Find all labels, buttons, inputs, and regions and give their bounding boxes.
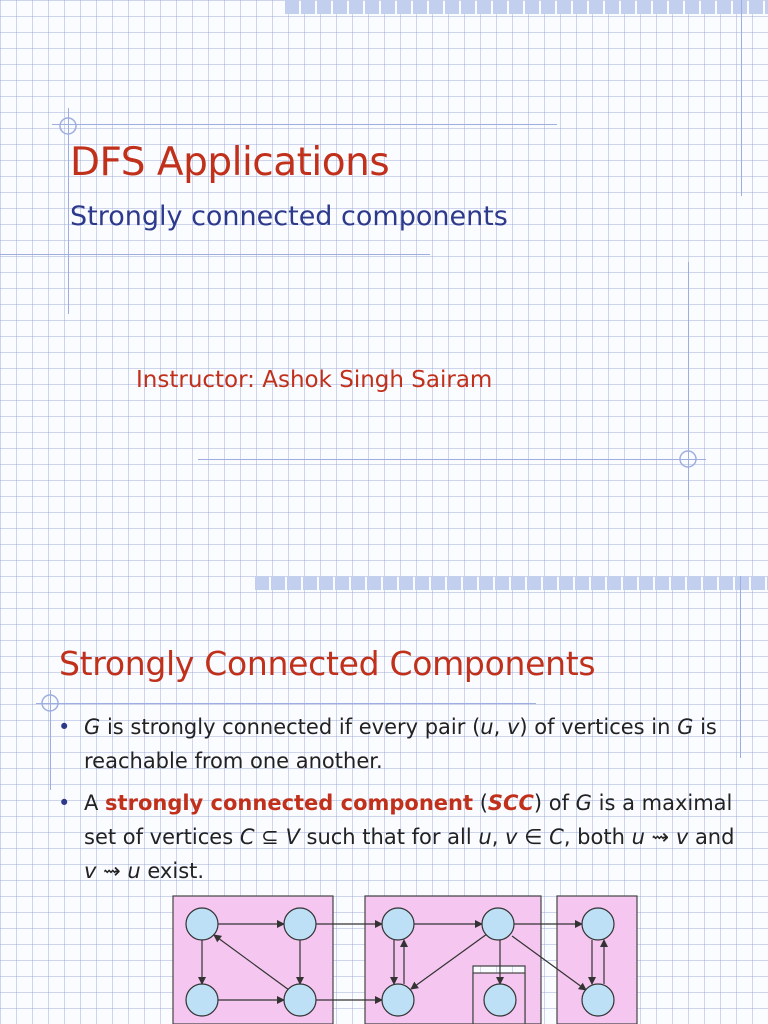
math-v: v (505, 825, 518, 849)
math-c: C (549, 825, 564, 849)
element-symbol: ∈ (517, 825, 550, 849)
graph-vertex (382, 984, 414, 1016)
key-term: strongly connected component (105, 791, 474, 815)
bullet-list (58, 710, 748, 896)
decor-line (36, 703, 536, 704)
text-run: , both (563, 825, 632, 849)
decor-line (0, 254, 430, 255)
math-u: u (631, 825, 645, 849)
text-run: ) of (533, 791, 576, 815)
slide-title: DFS Applications (70, 140, 390, 185)
text-run: A (84, 791, 106, 815)
math-v: V (285, 825, 300, 849)
text-run: is reachable from one another. (84, 715, 717, 773)
graph-vertex (186, 908, 218, 940)
decor-line (741, 0, 742, 196)
bullet-glyph: • (58, 715, 71, 739)
graph-vertex (186, 984, 218, 1016)
graph-vertex (284, 908, 316, 940)
path-arrow-icon: ⇝ (644, 825, 676, 849)
decor-line (52, 124, 557, 125)
text-run: ) of vertices in (519, 715, 678, 739)
math-v: v (506, 715, 520, 739)
subset-symbol: ⊆ (254, 825, 286, 849)
graph-vertex (284, 984, 316, 1016)
math-g: G (677, 715, 694, 739)
graph-vertex (382, 908, 414, 940)
math-g: G (84, 715, 101, 739)
text-run: ( (473, 791, 488, 815)
path-arrow-icon: ⇝ (96, 859, 128, 883)
decor-blocks-top (285, 0, 768, 14)
bullet-glyph: • (58, 791, 71, 815)
graph-vertex (482, 908, 514, 940)
instructor-name: Instructor: Ashok Singh Sairam (136, 367, 493, 393)
scc-graph-diagram (0, 880, 768, 1024)
text-run: is strongly connected if every pair ( (100, 715, 481, 739)
bullet-item (58, 786, 748, 888)
text-run: is a maximal set of vertices (84, 791, 733, 849)
graph-vertex (582, 984, 614, 1016)
decor-blocks-top (255, 576, 768, 590)
slide-subtitle: Strongly connected components (70, 201, 508, 232)
math-u: u (478, 825, 492, 849)
math-c: C (239, 825, 255, 849)
math-u: u (480, 715, 494, 739)
bullet-item (58, 710, 748, 778)
graph-vertex (582, 908, 614, 940)
math-u: u (127, 859, 141, 883)
decor-line (68, 108, 69, 314)
crosshair-icon (676, 447, 700, 471)
math-g: G (575, 791, 592, 815)
slide-title: Strongly Connected Components (59, 644, 596, 683)
key-term-abbrev: SCC (487, 791, 534, 815)
crosshair-icon (56, 114, 80, 138)
text-run: and (688, 825, 735, 849)
decor-line (198, 459, 706, 460)
graph-vertex (484, 984, 516, 1016)
text-run: , (493, 715, 507, 739)
text-run: , (491, 825, 506, 849)
text-run: exist. (140, 859, 205, 883)
math-v: v (84, 859, 97, 883)
text-run: such that for all (299, 825, 479, 849)
math-v: v (675, 825, 689, 849)
